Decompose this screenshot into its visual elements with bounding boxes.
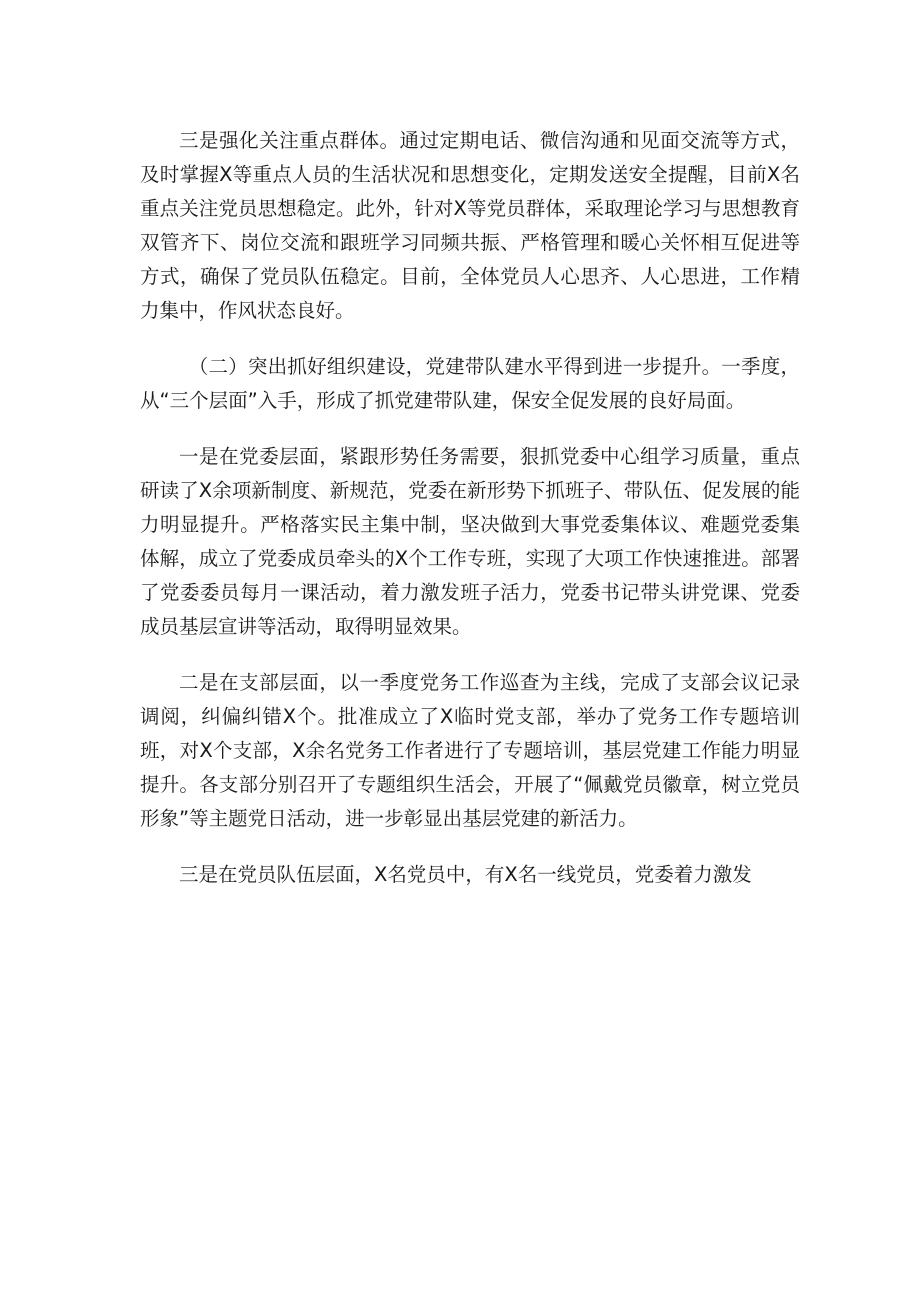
paragraph-key-groups: 三是强化关注重点群体。通过定期电话、微信沟通和见面交流等方式，及时掌握X等重点人员的生活状况和思想变化，定期发送安全提醒，目前X名重点关注党员思想稳定。此外，针对X等党员群体，采取理论学习与思想教育双管齐下、岗位交流和跟班学习同频共振、严格管理和暖心关怀相互促进等方式，确保了党员队伍稳定。目前，全体党员人心思齐、人心思进，工作精力集中，作风状态良好。: [140, 129, 800, 322]
section-heading-organization: （二）突出抓好组织建设，党建带队建水平得到进一步提升。一季度，从“三个层面”入手，形成了抓党建带队建，保安全促发展的良好局面。: [140, 355, 800, 412]
paragraph-member-level: 三是在党员队伍层面，X名党员中，有X名一线党员，党委着力激发: [179, 863, 752, 886]
document-body: [140, 124, 800, 914]
paragraph-branch-level: 二是在支部层面，以一季度党务工作巡查为主线，完成了支部会议记录调阅，纠偏纠错X个。批准成立了X临时党支部，举办了党务工作专题培训班，对X个支部，X余名党务工作者进行了专题培训，基层党建工作能力明显提升。各支部分别召开了专题组织生活会，开展了“佩戴党员徽章，树立党员形象”等主题党日活动，进一步彰显出基层党建的新活力。: [140, 671, 800, 830]
paragraph-party-committee: 一是在党委层面，紧跟形势任务需要，狠抓党委中心组学习质量，重点研读了X余项新制度、新规范，党委在新形势下抓班子、带队伍、促发展的能力明显提升。严格落实民主集中制，坚决做到大事党委集体议、难题党委集体解，成立了党委成员牵头的X个工作专班，实现了大项工作快速推进。部署了党委委员每月一课活动，着力激发班子活力，党委书记带头讲党课、党委成员基层宣讲等活动，取得明显效果。: [140, 445, 800, 638]
